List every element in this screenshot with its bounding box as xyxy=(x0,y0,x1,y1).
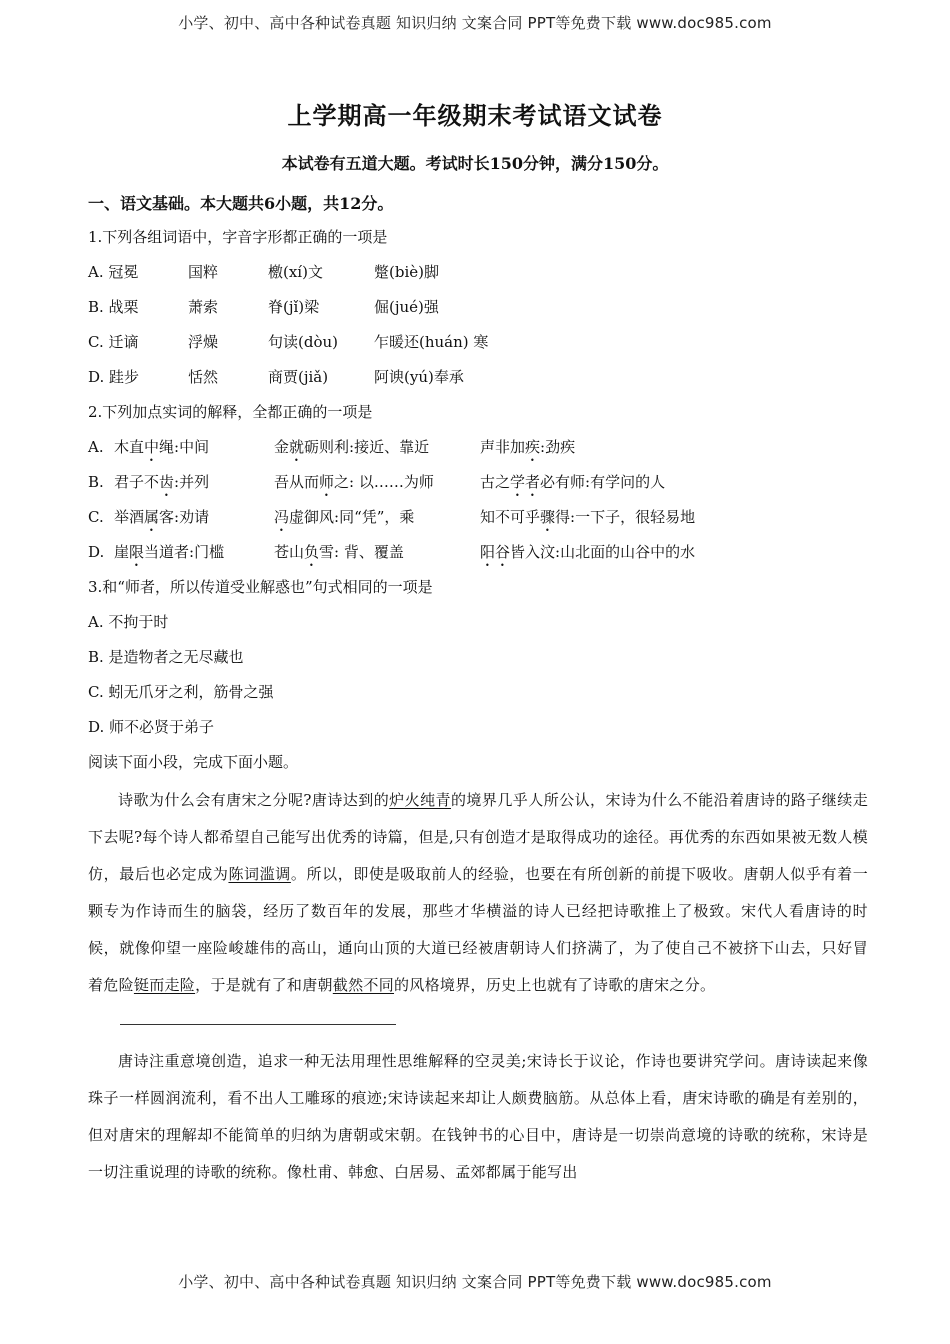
option-term: 萧索 xyxy=(188,298,219,316)
emphasized-word: 疾 xyxy=(525,438,541,456)
option-item xyxy=(114,500,274,535)
option-item xyxy=(114,430,274,465)
option-term: 蹩(biè)脚 xyxy=(374,263,439,281)
item-text: 木直 xyxy=(114,438,145,456)
item-text: 必有师:有学问的人 xyxy=(540,473,666,491)
passage-text: ，于是就有了和唐朝 xyxy=(195,976,333,994)
blank-answer-line xyxy=(120,1024,396,1025)
emphasized-word: 师 xyxy=(319,473,335,491)
item-text: 吾从而 xyxy=(274,473,320,491)
question-2-option xyxy=(88,465,868,500)
option-term: C. 迁谪 xyxy=(88,333,139,351)
emphasized-word: 阳谷 xyxy=(480,543,511,561)
item-text: 客:劝请 xyxy=(159,508,210,526)
exam-content xyxy=(88,186,868,1191)
emphasized-word: 齿 xyxy=(159,473,175,491)
item-text: :劲疾 xyxy=(540,438,576,456)
item-text: 声非加 xyxy=(480,438,526,456)
question-3-stem: 3.和“师者，所以传道受业解惑也”句式相同的一项是 xyxy=(88,578,433,596)
question-3-option-a: A. 不拘于时 xyxy=(88,613,169,631)
question-3-option-c: C. 蚓无爪牙之利，筋骨之强 xyxy=(88,683,274,701)
option-item xyxy=(274,465,480,500)
option-item xyxy=(274,500,480,535)
option-label: C. xyxy=(88,508,104,526)
underlined-phrase: 炉火纯青 xyxy=(389,791,451,809)
option-label: B. xyxy=(88,473,104,491)
item-text: 苍山 xyxy=(274,543,305,561)
question-2-options xyxy=(88,430,868,570)
passage-text: 的风格境界，历史上也就有了诗歌的唐宋之分。 xyxy=(394,976,716,994)
emphasized-word: 属 xyxy=(144,508,160,526)
question-1-option xyxy=(88,255,868,290)
exam-title: 上学期高一年级期末考试语文试卷 xyxy=(287,101,663,130)
emphasized-word: 冯 xyxy=(274,508,290,526)
item-text: 金 xyxy=(274,438,290,456)
option-term: A. 冠冕 xyxy=(88,263,139,281)
reading-intro: 阅读下面小段，完成下面小题。 xyxy=(88,753,299,771)
item-text: 砺则利:接近、靠近 xyxy=(304,438,430,456)
option-term: 脊(jǐ)梁 xyxy=(268,298,320,316)
footer-banner: 小学、初中、高中各种试卷真题 知识归纳 文案合同 PPT等免费下载 www.doc985.com xyxy=(178,1273,772,1291)
question-1-option xyxy=(88,325,868,360)
option-term: 恬然 xyxy=(188,368,219,386)
question-1-stem: 1.下列各组词语中，字音字形都正确的一项是 xyxy=(88,228,388,246)
item-text: 之: 以……为师 xyxy=(334,473,434,491)
option-item xyxy=(274,430,480,465)
item-text: 举酒 xyxy=(114,508,145,526)
question-1-option xyxy=(88,360,868,395)
option-term: 乍暖还(huán) 寒 xyxy=(374,333,489,351)
item-text: 皆入汶:山北面的山谷中的水 xyxy=(510,543,696,561)
question-1-option xyxy=(88,290,868,325)
reading-passage-2: 唐诗注重意境创造，追求一种无法用理性思维解释的空灵美;宋诗长于议论，作诗也要讲究学问。唐诗读起来像珠子一样圆润流利，看不出人工雕琢的痕迹;宋诗读起来却让人颇费脑筋。从总体上看，唐宋诗歌的确是有差别的，但对唐宋的理解却不能简单的归纳为唐朝或宋朝。在钱钟书的心目中，唐诗是一切崇尚意境的诗歌的统称，宋诗是一切注重说理的诗歌的统称。像杜甫、韩愈、白居易、孟郊都属于能写出 xyxy=(88,1052,868,1181)
option-item xyxy=(480,535,780,570)
underlined-phrase: 陈词滥调 xyxy=(228,865,291,883)
item-text: 君子不 xyxy=(114,473,160,491)
question-2-stem: 2.下列加点实词的解释，全都正确的一项是 xyxy=(88,403,373,421)
option-term: 商贾(jiǎ) xyxy=(268,368,329,386)
item-text: 虚御风:同“凭”，乘 xyxy=(289,508,415,526)
question-2-option xyxy=(88,500,868,535)
item-text: 知不可乎 xyxy=(480,508,541,526)
item-text: 雪: 背、覆盖 xyxy=(319,543,404,561)
item-text: 当道者:门槛 xyxy=(144,543,225,561)
emphasized-word: 负 xyxy=(304,543,320,561)
emphasized-word: 骤 xyxy=(540,508,556,526)
section-heading: 一、语文基础。本大题共6小题，共12分。 xyxy=(88,194,394,213)
question-3-option-d: D. 师不必贤于弟子 xyxy=(88,718,215,736)
option-term: 浮燥 xyxy=(188,333,219,351)
passage-text: 的境界几乎人所公认，宋诗为什么不能沿着唐诗的路子继续走下去呢?每个诗人都希望自己能写出优秀的诗篇，但是,只有创造才是取得成功的途径。再优秀的东西如果被无数人模仿，最后也必定成为 xyxy=(88,791,869,883)
option-term: 阿谀(yú)奉承 xyxy=(374,368,464,386)
question-2-option xyxy=(88,430,868,465)
exam-subtitle: 本试卷有五道大题。考试时长150分钟，满分150分。 xyxy=(281,154,669,173)
item-text: 绳:中间 xyxy=(159,438,210,456)
emphasized-word: 限 xyxy=(129,543,145,561)
question-2-option xyxy=(88,535,868,570)
option-term: 檄(xí)文 xyxy=(268,263,323,281)
emphasized-word: 中 xyxy=(144,438,160,456)
option-item xyxy=(480,500,780,535)
option-item xyxy=(114,465,274,500)
item-text: 崖 xyxy=(114,543,130,561)
passage-text: 。所以，即使是吸取前人的经验，也要在有所创新的前提下吸收。唐朝人似乎有着一颗专为作诗而生的脑袋，经历了数百年的发展，那些才华横溢的诗人已经把诗歌推上了极致。宋代人看唐诗的时候，就像仰望一座险峻雄伟的高山，通向山顶的大道已经被唐朝诗人们挤满了，为了使自己不被挤下山去，只好冒着危险 xyxy=(88,865,869,994)
header-banner: 小学、初中、高中各种试卷真题 知识归纳 文案合同 PPT等免费下载 www.doc985.com xyxy=(178,14,772,32)
item-text: 古之 xyxy=(480,473,511,491)
option-item xyxy=(274,535,480,570)
option-item xyxy=(480,430,780,465)
question-1-options xyxy=(88,255,868,395)
option-term: D. 跬步 xyxy=(88,368,140,386)
emphasized-word: 学者 xyxy=(510,473,541,491)
option-term: B. 战栗 xyxy=(88,298,139,316)
option-item xyxy=(480,465,780,500)
option-label: D. xyxy=(88,543,105,561)
option-term: 国粹 xyxy=(188,263,219,281)
option-term: 句读(dòu) xyxy=(268,333,338,351)
underlined-phrase: 铤而走险 xyxy=(133,976,196,994)
option-term: 倔(jué)强 xyxy=(374,298,439,316)
item-text: :并列 xyxy=(174,473,210,491)
option-label: A. xyxy=(88,438,104,456)
underlined-phrase: 截然不同 xyxy=(332,976,395,994)
question-3-option-b: B. 是造物者之无尽藏也 xyxy=(88,648,244,666)
item-text: 得:一下子，很轻易地 xyxy=(555,508,696,526)
emphasized-word: 就 xyxy=(289,438,305,456)
reading-passage-1 xyxy=(88,782,868,1004)
option-item xyxy=(114,535,274,570)
passage-text: 诗歌为什么会有唐宋之分呢?唐诗达到的 xyxy=(118,791,390,809)
